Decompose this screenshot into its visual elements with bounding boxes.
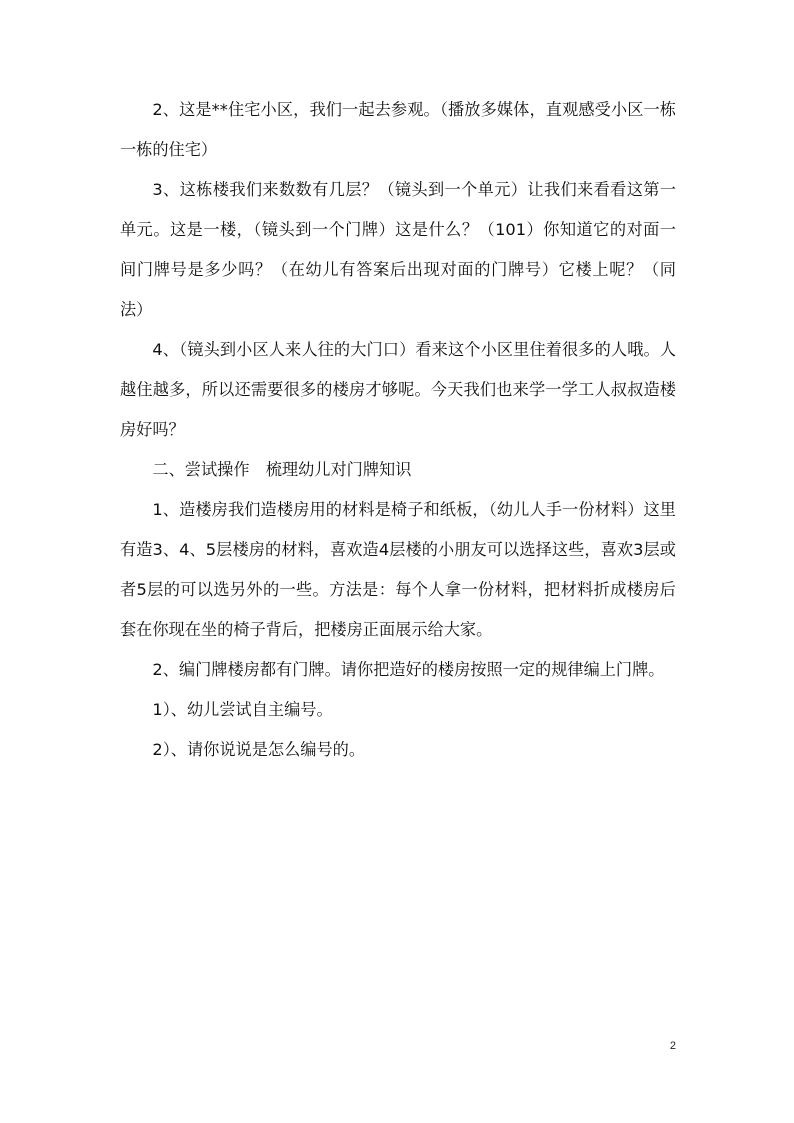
section-heading: 二、尝试操作 梳理幼儿对门牌知识 [152,460,412,479]
page-number: 2 [669,1040,676,1052]
list-item: 1）、幼儿尝试自主编号。 [152,700,333,719]
list-item: 2）、请你说说是怎么编号的。 [152,740,366,759]
paragraph: 3、这栋楼我们来数数有几层？（镜头到一个单元）让我们来看看这第一单元。这是一楼，（镜头到一个门牌）这是什么？（101）你知道它的对面一间门牌号是多少吗？（在幼儿有答案后出现对面的门牌号）它楼上呢？（同法） [120,180,676,319]
paragraph: 4、（镜头到小区人来人往的大门口）看来这个小区里住着很多的人哦。人越住越多，所以还需要很多的楼房才够呢。今天我们也来学一学工人叔叔造楼房好吗？ [120,340,676,439]
paragraph: 2、这是**住宅小区，我们一起去参观。（播放多媒体，直观感受小区一栋一栋的住宅） [120,100,676,159]
paragraph: 2、编门牌楼房都有门牌。请你把造好的楼房按照一定的规律编上门牌。 [152,660,665,679]
document-body [120,90,676,770]
paragraph: 1、造楼房我们造楼房用的材料是椅子和纸板，（幼儿人手一份材料）这里有造3、4、5层楼房的材料，喜欢造4层楼的小朋友可以选择这些，喜欢3层或者5层的可以选另外的一些。方法是：每个人拿一份材料，把材料折成楼房后套在你现在坐的椅子背后，把楼房正面展示给大家。 [120,500,676,639]
